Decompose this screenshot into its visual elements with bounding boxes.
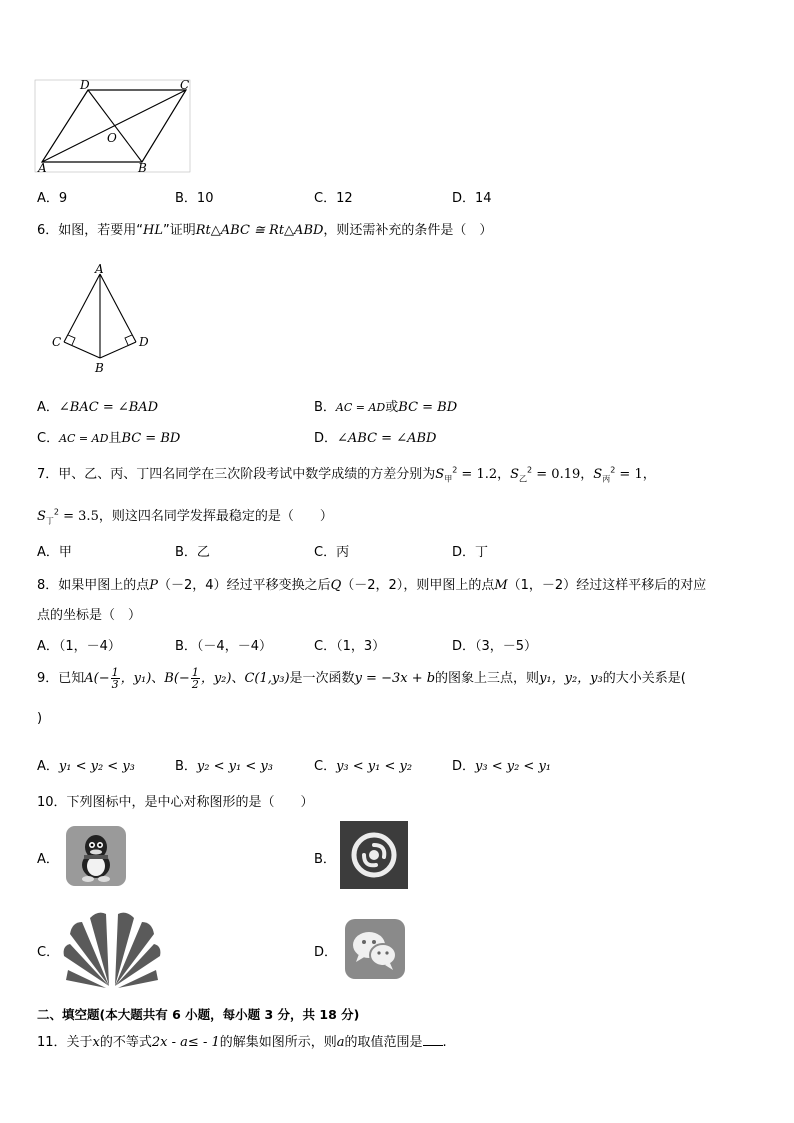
q6-option-b[interactable] <box>314 396 457 415</box>
q6-opt-b-mid: 或 <box>385 400 399 415</box>
figure-frame <box>35 80 190 172</box>
q6-option-d[interactable] <box>314 427 436 446</box>
q7-option-d[interactable]: D．丁 <box>452 545 489 560</box>
label-c: C <box>52 335 62 349</box>
q6-opt-c-mid: 且 <box>108 431 122 446</box>
chat-bubbles-icon[interactable] <box>344 918 406 980</box>
point-b: B(− $\frac{1}{2}$ ，y₂) <box>164 666 232 691</box>
q8-option-c[interactable]: C．（1，3） <box>314 639 386 654</box>
q6-option-a[interactable] <box>37 396 158 415</box>
side-ac <box>64 274 100 342</box>
linear-function: y = −3x + b <box>354 671 436 686</box>
q5-option-a[interactable]: A．9 <box>37 191 68 206</box>
q7-stem-post: ，则这四名同学发挥最稳定的是（ ） <box>98 509 333 524</box>
q5-option-c[interactable]: C．12 <box>314 191 353 206</box>
q6-stem-mid: ”证明 <box>163 223 196 238</box>
q6-stem-post: ，则还需补充的条件是（ ） <box>323 223 493 238</box>
label-b: B <box>138 161 147 175</box>
side-db <box>100 342 136 358</box>
q5-option-b[interactable]: B．10 <box>175 191 214 206</box>
q8-stem-line1: 8．如果甲图上的点P（－2，4）经过平移变换之后Q（－2，2），则甲图上的点M（1，－2）经过这样平移后的对应 <box>37 578 707 593</box>
q6-option-c[interactable] <box>37 427 180 446</box>
q6-opt-d-prefix: D． <box>314 431 338 446</box>
q8-option-d[interactable]: D．（3，－5） <box>452 639 538 654</box>
q6-opt-c-math1: AC = AD <box>59 432 109 445</box>
q6-opt-d-math: ∠ABC = ∠ABD <box>337 431 437 446</box>
q6-opt-a-prefix: A． <box>37 400 59 415</box>
q8-stem-line2: 点的坐标是（ ） <box>37 608 142 623</box>
label-b: B <box>95 361 104 375</box>
side-cb <box>64 342 100 358</box>
point-c: C(1,y₃) <box>244 671 290 686</box>
q10-option-a-label[interactable]: A． <box>37 852 59 867</box>
q9-stem-line2: ) <box>37 711 43 726</box>
q10-option-c-label[interactable]: C． <box>37 945 60 960</box>
q6-kite-figure <box>50 262 160 380</box>
variance-bing: $S_丙^2 = 1$ <box>593 465 643 484</box>
q6-opt-c-math2: BC = BD <box>121 431 181 446</box>
q10-option-b-label[interactable]: B． <box>314 852 336 867</box>
label-d: D <box>139 335 149 349</box>
label-o: O <box>107 131 117 145</box>
side-ad <box>100 274 136 342</box>
q7-option-b[interactable]: B．乙 <box>175 545 210 560</box>
q6-opt-b-math1: AC = AD <box>335 401 386 414</box>
q6-opt-b-prefix: B． <box>314 400 336 415</box>
q7-option-c[interactable]: C．丙 <box>314 545 350 560</box>
q6-stem-pre: 6．如图，若要用“ <box>37 223 144 238</box>
point-a: A(− $\frac{1}{3}$ ，y₁) <box>84 666 152 691</box>
q11-answer-blank[interactable] <box>423 1033 443 1046</box>
diagonal-bd <box>88 90 142 162</box>
right-angle-mark-c <box>68 335 75 345</box>
label-d: D <box>80 78 90 92</box>
q9-option-a[interactable]: A．y₁ < y₂ < y₃ <box>37 759 135 774</box>
q8-option-b[interactable]: B．（－4，－4） <box>175 639 272 654</box>
variance-jia: $S_甲^2 = 1.2$ <box>435 465 498 484</box>
variance-yi: $S_乙^2 = 0.19$ <box>510 465 581 484</box>
petal-fan-logo-icon[interactable] <box>62 908 162 990</box>
right-angle-mark-d <box>125 335 132 345</box>
section-2-title: 二、填空题(本大题共有 6 小题，每小题 3 分，共 18 分) <box>37 1007 360 1022</box>
q7-stem-line2 <box>37 505 333 527</box>
q6-opt-b-math2: BC = BD <box>398 400 458 415</box>
swirl-logo-icon[interactable] <box>340 821 408 889</box>
q9-stem-line1: 9．已知A(− $\frac{1}{3}$ ，y₁)、B(− $\frac{1}{2}$ ，y₂)、C(1,y₃)是一次函数y = −3x + b的图象上三点，则y₁，y₂，y₃的大小关系是( <box>37 666 686 691</box>
q11-stem: 11．关于x的不等式2x - a≤ - 1的解集如图所示，则a的取值范围是 . <box>37 1035 447 1050</box>
q6-opt-c-prefix: C． <box>37 431 60 446</box>
q6-opt-a-math: ∠BAC = ∠BAD <box>58 400 159 415</box>
q6-stem-math: Rt△ABC ≅ Rt△ABD <box>195 223 324 238</box>
q5-option-d[interactable]: D．14 <box>452 191 492 206</box>
q11-inequality: 2x - a≤ - 1 <box>151 1035 220 1050</box>
q7-stem-line1: 7．甲、乙、丙、丁四名同学在三次阶段考试中数学成绩的方差分别为$S_甲^2 = 1.2$，$S_乙^2 = 0.19$，$S_丙^2 = 1$， <box>37 465 656 484</box>
qq-penguin-icon[interactable] <box>65 825 127 887</box>
q10-stem: 10．下列图标中，是中心对称图形的是（ ） <box>37 795 314 810</box>
variance-ding: $S_丁^2 = 3.5$ <box>37 507 99 526</box>
q6-stem-hl: HL <box>143 223 163 238</box>
q7-option-a[interactable]: A．甲 <box>37 545 72 560</box>
q8-option-a[interactable]: A．（1，－4） <box>37 639 121 654</box>
label-a: A <box>38 161 47 175</box>
q10-option-d-label[interactable]: D． <box>314 945 338 960</box>
q5-parallelogram-figure <box>30 78 200 176</box>
q9-option-d[interactable]: D．y₃ < y₂ < y₁ <box>452 759 551 774</box>
q7-stem-pre: 7．甲、乙、丙、丁四名同学在三次阶段考试中数学成绩的方差分别为 <box>37 467 436 482</box>
q9-option-c[interactable]: C．y₃ < y₁ < y₂ <box>314 759 413 774</box>
q6-stem <box>37 219 492 238</box>
q9-option-b[interactable]: B．y₂ < y₁ < y₃ <box>175 759 273 774</box>
label-a: A <box>95 262 104 276</box>
label-c: C <box>180 78 190 92</box>
